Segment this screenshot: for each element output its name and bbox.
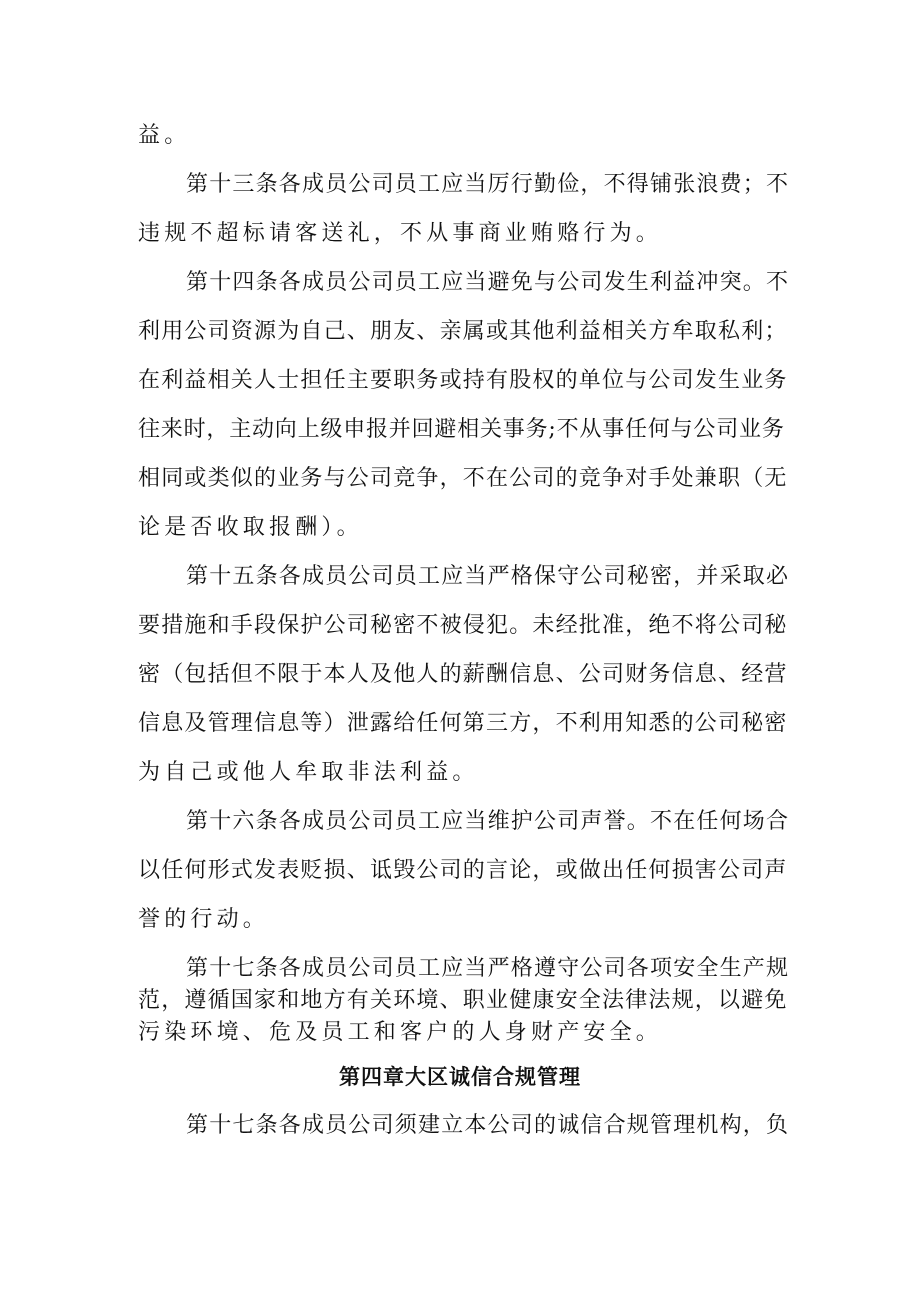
- article-17-line-1: 第十七条各成员公司员工应当严格遵守公司各项安全生产规: [186, 956, 790, 981]
- article-14-line-6: 论是否收取报酬）。: [138, 515, 363, 540]
- article-16-line-3: 誉的行动。: [138, 907, 270, 932]
- article-16-line-1: 第十六条各成员公司员工应当维护公司声誉。不在任何场合: [186, 809, 790, 834]
- article-15-line-2: 要措施和手段保护公司秘密不被侵犯。未经批准，绝不将公司秘: [138, 613, 788, 638]
- article-14-line-4: 往来时，主动向上级申报并回避相关事务;不从事任何与公司业务: [138, 417, 785, 442]
- article-14-line-3: 在利益相关人士担任主要职务或持有股权的单位与公司发生业务: [138, 368, 788, 393]
- article-17-line-3: 污染环境、危及员工和客户的人身财产安全。: [138, 1020, 663, 1045]
- article-15-line-5: 为自己或他人牟取非法利益。: [138, 760, 479, 785]
- article-16-line-2: 以任何形式发表贬损、诋毁公司的言论，或做出任何损害公司声: [138, 858, 788, 883]
- article-14-line-1: 第十四条各成员公司员工应当避免与公司发生利益冲突。不: [186, 270, 790, 295]
- article-15-line-4: 信息及管理信息等）泄露给任何第三方，不利用知悉的公司秘密: [138, 711, 788, 736]
- article-17-line-2: 范，遵循国家和地方有关环境、职业健康安全法律法规，以避免: [138, 988, 788, 1013]
- chapter-heading: 第四章大区诚信合规管理: [339, 1065, 581, 1089]
- article-14-line-5: 相同或类似的业务与公司竞争，不在公司的竞争对手处兼职（无: [138, 466, 788, 491]
- article-13-line-2: 违规不超标请客送礼，不从事商业贿赂行为。: [138, 221, 663, 246]
- chapter-4-article-17-line-1: 第十七条各成员公司须建立本公司的诚信合规管理机构，负: [186, 1113, 790, 1138]
- article-14-line-2: 利用公司资源为自己、朋友、亲属或其他利益相关方牟取私利；: [138, 319, 788, 344]
- article-15-line-3: 密（包括但不限于本人及他人的薪酬信息、公司财务信息、经营: [138, 662, 788, 687]
- article-15-line-1: 第十五条各成员公司员工应当严格保守公司秘密，并采取必: [186, 564, 790, 589]
- paragraph-line: 益。: [138, 123, 191, 148]
- article-13-line-1: 第十三条各成员公司员工应当厉行勤俭，不得铺张浪费；不: [186, 172, 790, 197]
